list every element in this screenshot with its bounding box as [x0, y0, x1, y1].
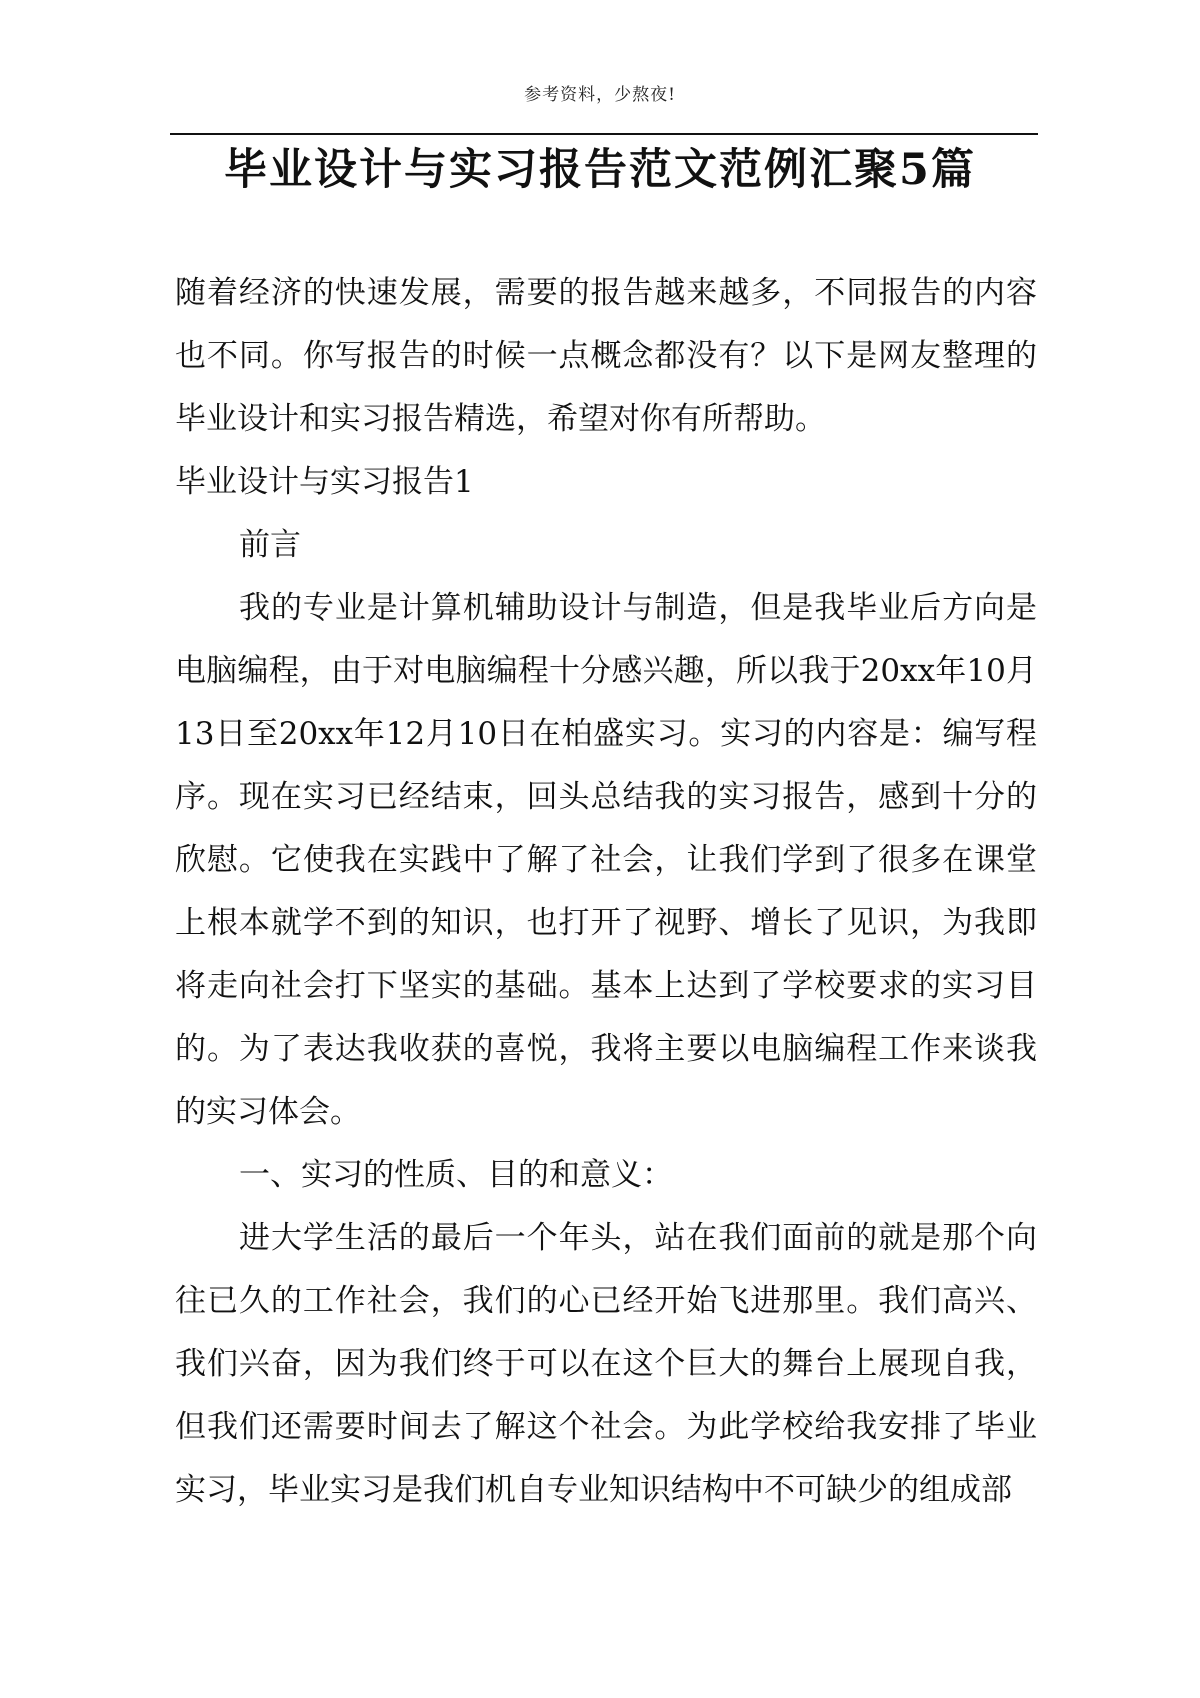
page-header-note: 参考资料，少熬夜!: [524, 85, 676, 105]
document-title: 毕业设计与实习报告范文范例汇聚5篇: [224, 145, 976, 195]
internship-nature-paragraph: 进大学生活的最后一个年头，站在我们面前的就是那个向往已久的工作社会，我们的心已经开始飞进那里。我们高兴、我们兴奋，因为我们终于可以在这个巨大的舞台上展现自我，但我们还需要时间去了解这个社会。为此学校给我安排了毕业实习，毕业实习是我们机自专业知识结构中不可缺少的组成部: [175, 1220, 1037, 1508]
subheading-preface: 前言: [239, 527, 301, 563]
document-body: [175, 262, 1037, 1522]
intro-paragraph: 随着经济的快速发展，需要的报告越来越多，不同报告的内容也不同。你写报告的时候一点概念都没有？以下是网友整理的毕业设计和实习报告精选，希望对你有所帮助。: [175, 275, 1037, 437]
section-heading-report-1: 毕业设计与实习报告1: [175, 464, 474, 500]
subheading-internship-nature: 一、实习的性质、目的和意义：: [239, 1157, 673, 1193]
preface-paragraph: 我的专业是计算机辅助设计与制造，但是我毕业后方向是电脑编程，由于对电脑编程十分感兴趣，所以我于20xx年10月13日至20xx年12月10日在柏盛实习。实习的内容是：编写程序。现在实习已经结束，回头总结我的实习报告，感到十分的欣慰。它使我在实践中了解了社会，让我们学到了很多在课堂上根本就学不到的知识，也打开了视野、增长了见识，为我即将走向社会打下坚实的基础。基本上达到了学校要求的实习目的。为了表达我收获的喜悦，我将主要以电脑编程工作来谈我的实习体会。: [175, 590, 1037, 1130]
